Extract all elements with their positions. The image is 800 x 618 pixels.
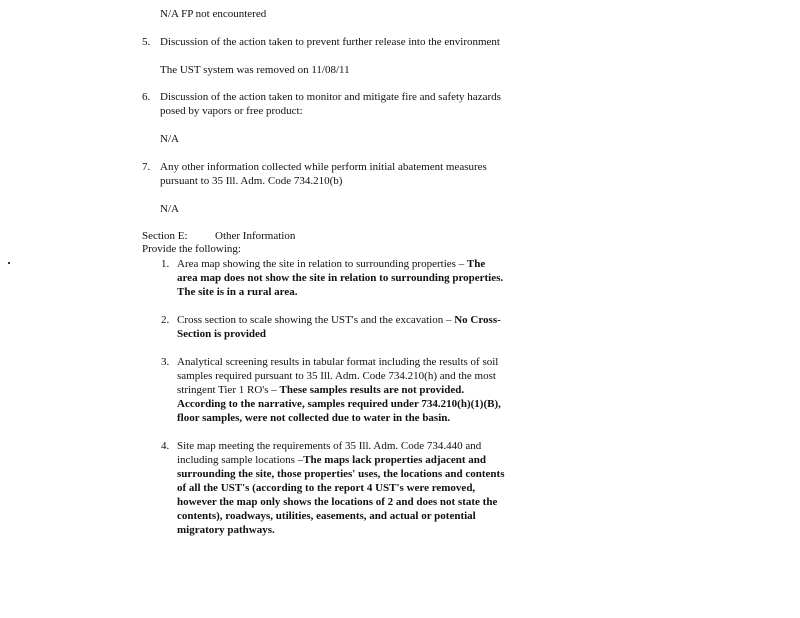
item-1-line1: Area map showing the site in relation to surrounding properties – The <box>177 258 486 270</box>
q5-question: Discussion of the action taken to prevent further release into the environment <box>160 36 500 48</box>
q7-question-line2: pursuant to 35 Ill. Adm. Code 734.210(b) <box>160 175 343 187</box>
prev-answer: N/A FP not encountered <box>160 8 267 20</box>
item-3-line1: Analytical screening results in tabular format including the results of soil <box>177 356 499 368</box>
q6-number: 6. <box>142 91 151 103</box>
q5-answer: The UST system was removed on 11/08/11 <box>160 64 350 76</box>
item-3-line4: According to the narrative, samples required under 734.210(h)(1)(B), <box>177 398 501 410</box>
scan-speck <box>8 262 10 264</box>
item-4-line2: including sample locations –The maps lack properties adjacent and <box>177 454 487 466</box>
item-4-line6: contents), roadways, utilities, easements, and actual or potential <box>177 510 476 522</box>
section-e-title: Other Information <box>215 230 296 242</box>
item-4-line3: surrounding the site, those properties' uses, the locations and contents <box>177 468 505 480</box>
item-4-line4: of all the UST's (according to the report 4 UST's were removed, <box>177 482 476 494</box>
item-2-number: 2. <box>161 314 170 326</box>
item-2-line2: Section is provided <box>177 328 267 340</box>
item-1-line2: area map does not show the site in relation to surrounding properties. <box>177 272 504 284</box>
item-3-line2: samples required pursuant to 35 Ill. Adm. Code 734.210(h) and the most <box>177 370 496 382</box>
q6-answer: N/A <box>160 133 179 145</box>
item-1-line3: The site is in a rural area. <box>177 286 298 298</box>
q6-question-line1: Discussion of the action taken to monitor and mitigate fire and safety hazards <box>160 91 501 103</box>
item-4-line5: however the map only shows the locations of 2 and does not state the <box>177 496 498 508</box>
q7-question-line1: Any other information collected while perform initial abatement measures <box>160 161 487 173</box>
section-e-label: Section E: <box>142 230 188 242</box>
item-4-number: 4. <box>161 440 170 452</box>
item-3-line3: stringent Tier 1 RO's – These samples results are not provided. <box>177 384 465 396</box>
item-2-line1: Cross section to scale showing the UST's and the excavation – No Cross- <box>177 314 501 326</box>
q5-number: 5. <box>142 36 151 48</box>
item-4-line1: Site map meeting the requirements of 35 Ill. Adm. Code 734.440 and <box>177 440 482 452</box>
item-3-number: 3. <box>161 356 170 368</box>
item-4-line7: migratory pathways. <box>177 524 275 536</box>
item-1-number: 1. <box>161 258 170 270</box>
section-e-intro: Provide the following: <box>142 243 241 255</box>
q7-number: 7. <box>142 161 151 173</box>
q6-question-line2: posed by vapors or free product: <box>160 105 303 117</box>
q7-answer: N/A <box>160 203 179 215</box>
item-3-line5: floor samples, were not collected due to water in the basin. <box>177 412 451 424</box>
